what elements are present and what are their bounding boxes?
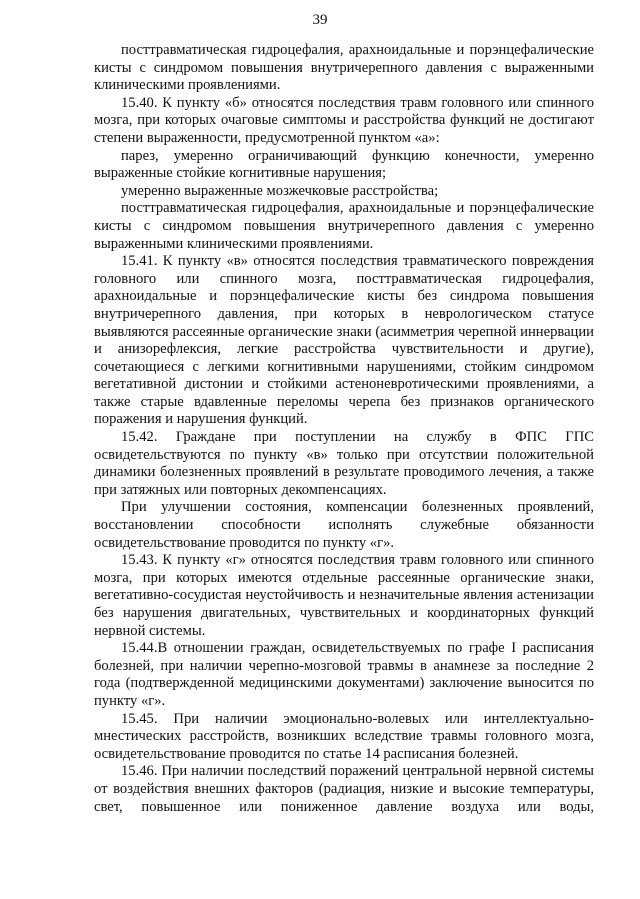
paragraph: посттравматическая гидроцефалия, арахноидальные и порэнцефалические кисты с синдромом повышения внутричерепного давления с умеренно выраженными клиническими проявлениями. xyxy=(94,200,594,252)
paragraph: При улучшении состояния, компенсации болезненных проявлений, восстановлении способности исполнять служебные обязанности освидетельствование проводится по пункту «г». xyxy=(94,499,594,551)
paragraph: умеренно выраженные мозжечковые расстройства; xyxy=(121,182,439,199)
paragraph: 15.46. При наличии последствий поражений центральной нервной системы от воздействия внешних факторов (радиация, низкие и высокие температуры, свет, повышенное или пониженное давление воздуха или воды, xyxy=(94,763,594,815)
page-number: 39 xyxy=(312,12,328,28)
paragraph: 15.41. К пункту «в» относятся последствия травматического повреждения головного или спинного мозга, посттравматическая гидроцефалия, арахноидальные и порэнцефалические кисты без синдрома повышения внутричерепного давления, при которых в неврологическом статусе выявляются рассеянные органические знаки (асимметрия черепной иннервации и анизорефлексия, легкие расстройства чувствительности и другие), сочетающиеся с легкими когнитивными нарушениями, стойким синдромом вегетативной дистонии и стойкими астеноневротическими проявлениями, а также старые вдавленные переломы черепа без признаков органического поражения и нарушения функций. xyxy=(94,253,594,428)
paragraph: 15.45. При наличии эмоционально-волевых или интеллектуально-мнестических расстройств, возникших вследствие травмы головного мозга, освидетельствование проводится по статье 14 расписания болезней. xyxy=(94,710,594,762)
paragraph: 15.43. К пункту «г» относятся последствия травм головного или спинного мозга, при которых имеются отдельные рассеянные органические знаки, вегетативно-сосудистая неустойчивость и незначительные явления астенизации без нарушения двигательных, чувствительных и координаторных функций нервной системы. xyxy=(94,552,594,639)
paragraph: 15.40. К пункту «б» относятся последствия травм головного или спинного мозга, при которых очаговые симптомы и расстройства функций не достигают степени выраженности, предусмотренной пунктом «а»: xyxy=(94,94,594,146)
paragraph: парез, умеренно ограничивающий функцию конечности, умеренно выраженные стойкие когнитивные нарушения; xyxy=(94,147,594,182)
body-text xyxy=(94,42,594,816)
paragraph: 15.44.В отношении граждан, освидетельствуемых по графе I расписания болезней, при наличии черепно-мозговой травмы в анамнезе за последние 2 года (подтвержденной медицинскими документами) заключение выносится по пункту «г». xyxy=(94,640,594,709)
paragraph: посттравматическая гидроцефалия, арахноидальные и порэнцефалические кисты с синдромом повышения внутричерепного давления с выраженными клиническими проявлениями. xyxy=(94,42,594,94)
paragraph: 15.42. Граждане при поступлении на службу в ФПС ГПС освидетельствуются по пункту «в» только при отсутствии положительной динамики болезненных проявлений в результате проводимого лечения, а также при затяжных или повторных декомпенсациях. xyxy=(94,429,594,498)
